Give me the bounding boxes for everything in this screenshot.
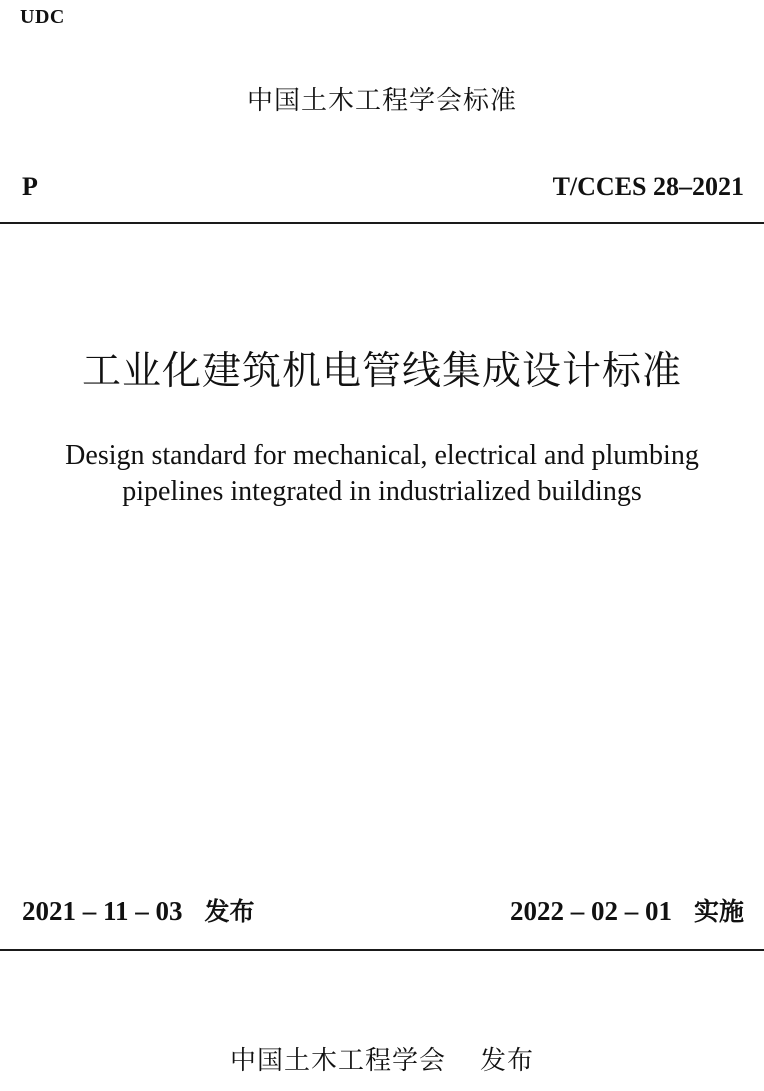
effective-date-block — [510, 892, 744, 928]
issue-date: 2021 – 11 – 03 — [22, 896, 183, 926]
udc-label: UDC — [20, 6, 65, 28]
issue-date-block — [22, 892, 255, 928]
title-english — [0, 438, 764, 510]
issue-label: 发布 — [204, 897, 255, 926]
title-english-line-2: pipelines integrated in industrialized buildings — [122, 476, 642, 507]
society-standard-heading: 中国土木工程学会标准 — [246, 86, 517, 116]
title-chinese: 工业化建筑机电管线集成设计标准 — [81, 349, 682, 394]
standard-number: T/CCES 28–2021 — [552, 172, 744, 201]
title-english-line-1: Design standard for mechanical, electrical and plumbing — [65, 440, 699, 471]
publisher-name: 中国土木工程学会 — [229, 1046, 446, 1076]
publish-label: 发布 — [480, 1046, 535, 1076]
top-divider — [0, 222, 764, 224]
effective-label: 实施 — [693, 897, 744, 926]
publisher-line — [0, 1040, 764, 1077]
standard-category: P — [22, 172, 38, 201]
bottom-divider — [0, 949, 764, 951]
effective-date: 2022 – 02 – 01 — [509, 896, 672, 926]
